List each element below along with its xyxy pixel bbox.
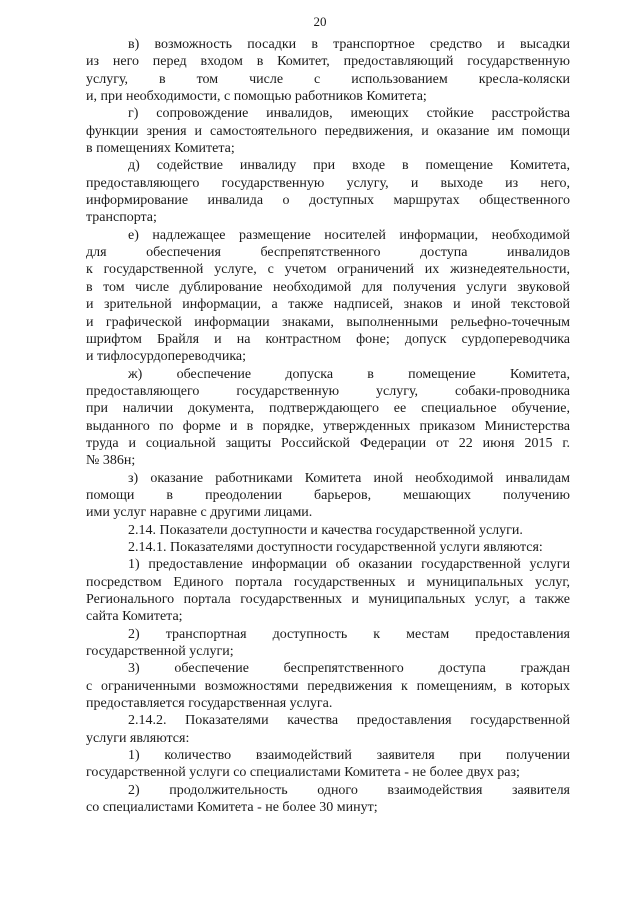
paragraph-section-2-14-1 (86, 539, 570, 556)
paragraph-item-2-duration (86, 782, 570, 817)
text-line: 2) транспортная доступность к местам предоставления (128, 626, 570, 642)
text-line: посредством Единого портала государственных и муниципальных услуг, (86, 574, 570, 590)
text-line: предоставляющего государственную услугу, собаки-проводника (86, 383, 570, 399)
paragraph-item-1-count (86, 747, 570, 782)
text-line: для обеспечения беспрепятственного доступа инвалидов (86, 245, 570, 261)
text-line: 2) продолжительность одного взаимодействия заявителя (128, 782, 570, 798)
text-line: выданного по форме и в порядке, утвержденных приказом Министерства (86, 418, 570, 434)
paragraph-item-d (86, 157, 570, 226)
text-line: шрифтом Брайля и на контрастном фоне; допуск сурдопереводчика (86, 331, 570, 347)
paragraph-item-zh (86, 366, 570, 470)
text-line: труда и социальной защиты Российской Федерации от 22 июня 2015 г. (86, 435, 570, 451)
text-line: сайта Комитета; (86, 609, 183, 625)
text-line: Регионального портала государственных и муниципальных услуг, а также (86, 592, 570, 607)
text-line: № 386н; (86, 453, 136, 469)
text-line: и графической информации знаками, выполненными рельефно-точечным (86, 314, 570, 330)
paragraph-item-z (86, 470, 570, 522)
paragraph-item-3-access (86, 660, 570, 712)
text-line: 1) предоставление информации об оказании государственной услуги (128, 557, 570, 573)
text-line: е) надлежащее размещение носителей информации, необходимой (128, 227, 570, 243)
text-line: ж) обеспечение допуска в помещение Комитета, (128, 366, 570, 382)
paragraph-section-2-14-2 (86, 712, 570, 747)
text-line: д) содействие инвалиду при входе в помещение Комитета, (128, 158, 570, 174)
paragraph-item-g (86, 105, 570, 157)
text-line: в том числе дублирование необходимой для получения услуги звуковой (86, 279, 570, 295)
page-number: 20 (313, 14, 327, 29)
text-line: ими услуг наравне с другими лицами. (86, 505, 313, 521)
text-line: услугу, в том числе с использованием кресла-коляски (86, 71, 570, 87)
text-line: 2.14.2. Показателями качества предоставления государственной (128, 713, 570, 729)
text-line: из него перед входом в Комитет, предоставляющий государственную (86, 54, 570, 70)
text-line: 1) количество взаимодействий заявителя при получении (128, 748, 570, 764)
text-line: с ограниченными возможностями передвижения к помещениям, в которых (86, 678, 570, 694)
text-line: и зрительной информации, а также надписей, знаков и иной текстовой (86, 297, 570, 313)
paragraph-item-1-info (86, 556, 570, 625)
text-line: з) оказание работниками Комитета иной необходимой инвалидам (128, 470, 570, 486)
text-line: 3) обеспечение беспрепятственного доступа граждан (128, 661, 570, 677)
text-line: помощи в преодолении барьеров, мешающих получению (86, 487, 570, 503)
text-line: предоставляется государственная услуга. (86, 696, 333, 712)
text-line: государственной услуги; (86, 644, 234, 660)
text-line: в помещениях Комитета; (86, 141, 235, 157)
paragraph-section-2-14 (86, 522, 570, 539)
paragraph-item-e (86, 227, 570, 366)
text-line: г) сопровождение инвалидов, имеющих стойкие расстройства (128, 106, 570, 122)
text-line: функции зрения и самостоятельного передвижения, и оказание им помощи (86, 123, 570, 139)
text-line: и, при необходимости, с помощью работников Комитета; (86, 89, 427, 105)
text-line: к государственной услуге, с учетом ограничений их жизнедеятельности, (86, 262, 570, 278)
text-line: транспорта; (86, 210, 157, 226)
paragraph-item-v (86, 36, 570, 105)
paragraph-item-2-transport (86, 626, 570, 661)
text-line: информирование инвалида о доступных маршрутах общественного (86, 193, 570, 209)
text-line: со специалистами Комитета - не более 30 минут; (86, 800, 378, 816)
text-line: государственной услуги со специалистами Комитета - не более двух раз; (86, 765, 520, 781)
text-line: услуги являются: (86, 730, 190, 746)
text-line: 2.14.1. Показателями доступности государственной услуги являются: (128, 539, 543, 555)
text-line: 2.14. Показатели доступности и качества государственной услуги. (128, 522, 523, 538)
text-line: предоставляющего государственную услугу, и выходе из него, (86, 175, 570, 191)
text-line: при наличии документа, подтверждающего ее специальное обучение, (86, 401, 570, 417)
document-body (86, 36, 570, 816)
text-line: в) возможность посадки в транспортное средство и высадки (128, 37, 570, 52)
text-line: и тифлосурдопереводчика; (86, 349, 247, 365)
